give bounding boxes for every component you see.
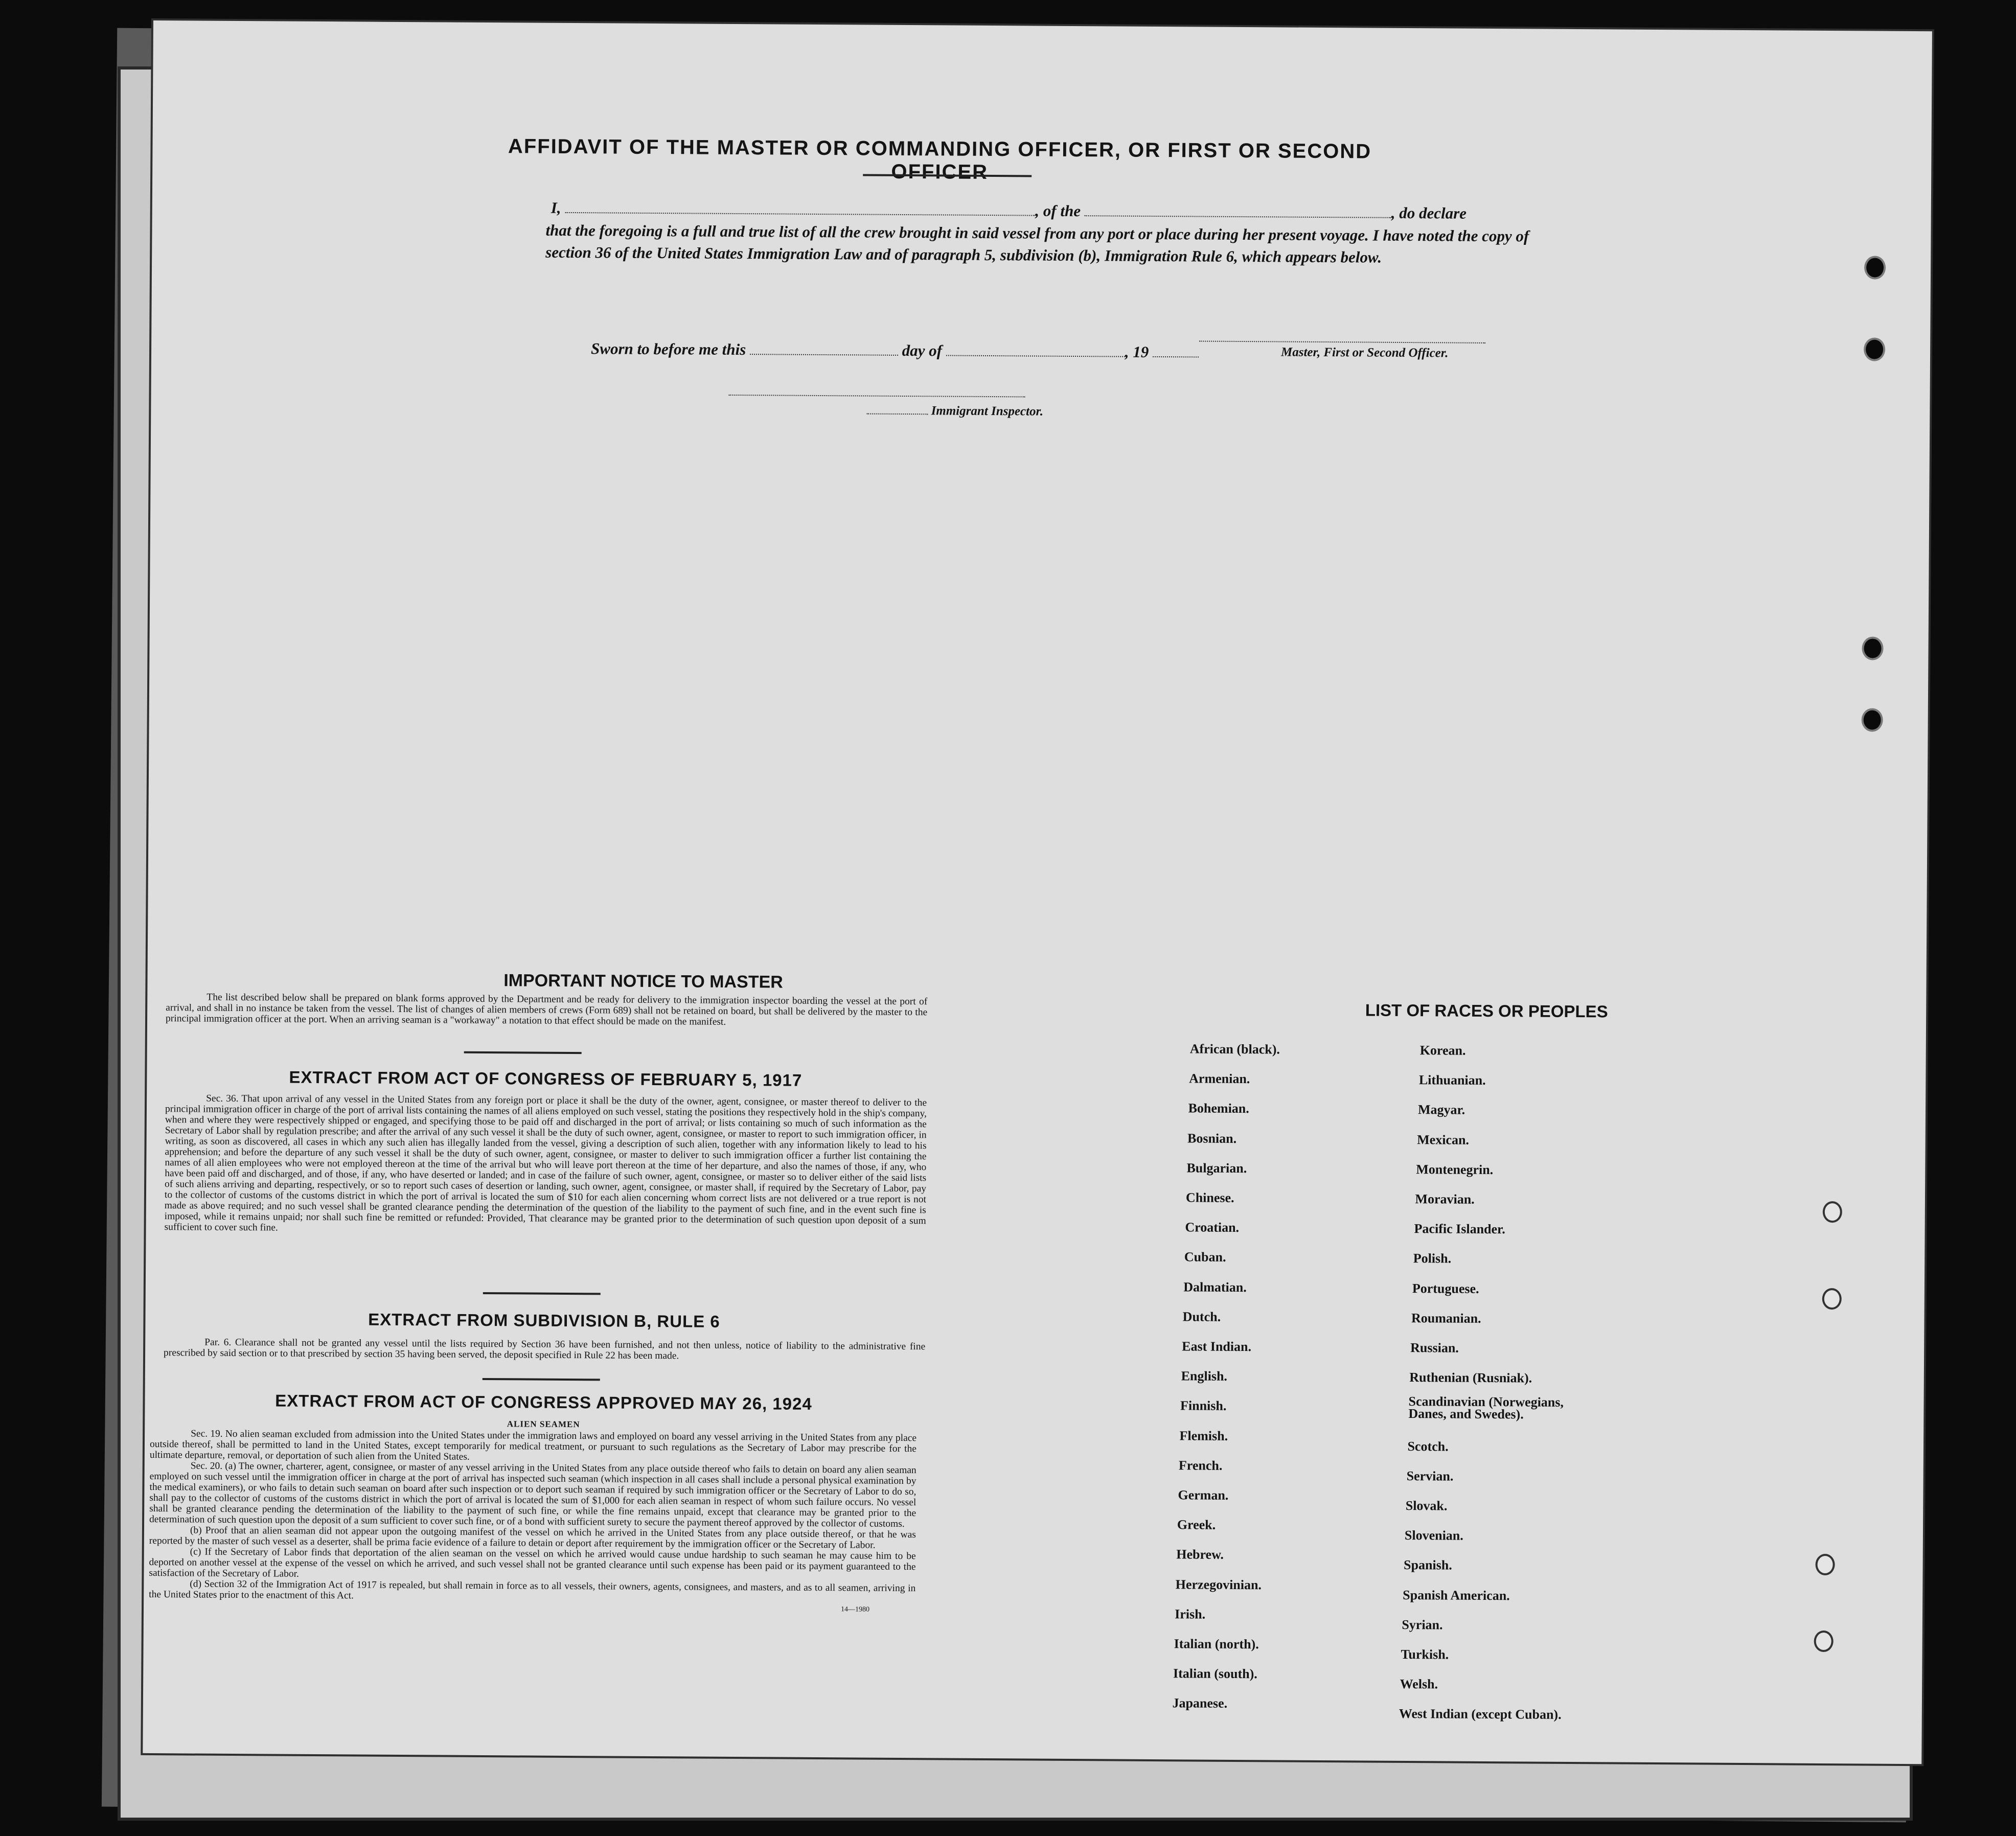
race-item: Greek.: [1177, 1517, 1216, 1532]
extract-rule6-divider: [483, 1378, 600, 1381]
affidavit-title: AFFIDAVIT OF THE MASTER OR COMMANDING OFFICER, OR FIRST OR SECOND OFFICER: [508, 135, 1372, 183]
race-item: Syrian.: [1402, 1617, 1443, 1633]
race-item: Slovak.: [1405, 1498, 1448, 1513]
race-item: Italian (south).: [1173, 1666, 1257, 1682]
binder-hole-icon: [1864, 337, 1885, 361]
year-text: , 19: [1125, 342, 1149, 361]
vessel-field[interactable]: [1085, 215, 1391, 218]
race-item: Moravian.: [1415, 1191, 1475, 1207]
race-item: Cuban.: [1184, 1249, 1226, 1265]
master-signature-label: Master, First or Second Officer.: [1280, 345, 1449, 360]
binder-hole-icon: [1862, 708, 1883, 731]
race-item: Ruthenian (Rusniak).: [1409, 1370, 1532, 1386]
extract-1924-title: EXTRACT FROM ACT OF CONGRESS APPROVED MAY 26, 1924: [275, 1391, 812, 1413]
race-item: Turkish.: [1401, 1646, 1449, 1662]
notice-title: IMPORTANT NOTICE TO MASTER: [503, 971, 783, 992]
sworn-day-field[interactable]: [750, 354, 898, 356]
race-item: Hebrew.: [1176, 1547, 1224, 1563]
race-item: Flemish.: [1179, 1428, 1228, 1443]
sworn-year-field[interactable]: [1153, 356, 1199, 358]
sec20c-text: (c) If the Secretary of Labor finds that deportation of the alien seaman on the vessel on which he arrived would cause undue hardship to such seaman he may cause him to be deported on another vessel at the expense of the vessel on which he arrived, and such vessel shall not be granted clearance until such expense has been paid or its payment guaranteed to the satisfaction of the Secretary of Labor.: [149, 1546, 916, 1579]
form-number: 14—1980: [840, 1605, 870, 1614]
race-item: Magyar.: [1417, 1102, 1465, 1118]
inspector-signature-label: [866, 404, 1086, 420]
affidavit-declare: , do declare: [1391, 203, 1467, 222]
race-item: Russian.: [1410, 1340, 1459, 1356]
race-item: Spanish.: [1403, 1557, 1452, 1573]
race-item: Scandinavian (Norwegians, Danes, and Swedes).: [1408, 1394, 1564, 1422]
race-item: Mexican.: [1417, 1132, 1470, 1148]
race-item: Polish.: [1413, 1251, 1452, 1266]
race-item: African (black).: [1189, 1041, 1280, 1057]
form-page: [143, 20, 1932, 1764]
name-field[interactable]: [565, 212, 1035, 216]
races-left-column: [153, 20, 1932, 31]
extract-1917-title: EXTRACT FROM ACT OF CONGRESS OF FEBRUARY 5, 1917: [289, 1067, 803, 1090]
race-item: Herzegovinian.: [1175, 1576, 1262, 1592]
race-item: Bulgarian.: [1186, 1160, 1247, 1176]
extract-1917-divider: [483, 1292, 601, 1295]
race-item: Armenian.: [1189, 1071, 1250, 1087]
races-title: LIST OF RACES OR PEOPLES: [1365, 1000, 1608, 1021]
binder-hole-icon: [1862, 636, 1883, 660]
race-item: Finnish.: [1180, 1398, 1227, 1414]
notice-text: The list described below shall be prepared on blank forms approved by the Department and be ready for delivery to the immigration inspector boarding the vessel at the port of arrival, and shall in no instance be taken from the vessel. The list of changes of alien members of crews (Form 689) shall not be retained on board, but shall be delivered by the master to the principal immigration officer at the port. When an arriving seaman is a "workaway" a notation to that effect should be made on the manifest.: [166, 992, 928, 1027]
race-item: Irish.: [1175, 1606, 1206, 1622]
race-item: Dutch.: [1182, 1309, 1221, 1324]
inspector-label-text: Immigrant Inspector.: [931, 404, 1044, 419]
notice-divider: [464, 1051, 582, 1054]
race-item: Slovenian.: [1404, 1528, 1463, 1543]
binder-ring-icon: [1822, 1288, 1842, 1310]
affidavit-body: that the foregoing is a full and true list of all the crew brought in said vessel from any port or place during her present voyage. I have noted the copy of section 36 of the United States Immigration Law and of paragraph 5, subdivision (b), Immigration Rule 6, which appears below.: [545, 221, 1529, 266]
race-item: Montenegrin.: [1416, 1161, 1494, 1177]
sec20d-text: (d) Section 32 of the Immigration Act of 1917 is repealed, but shall remain in force as to all vessels, their owners, agents, consignees, and masters, and as to all seamen, arriving in the United States prior to the enactment of this Act.: [149, 1578, 916, 1601]
race-item: Lithuanian.: [1418, 1072, 1486, 1088]
race-item: Korean.: [1419, 1043, 1466, 1058]
inspector-signature-field[interactable]: [729, 384, 1025, 398]
race-item: Italian (north).: [1174, 1636, 1259, 1652]
race-item: Bohemian.: [1188, 1100, 1249, 1116]
race-item: Chinese.: [1185, 1190, 1234, 1205]
inspector-signature-block: [728, 384, 1086, 419]
race-item: East Indian.: [1182, 1339, 1252, 1355]
race-item: Scotch.: [1407, 1438, 1449, 1454]
sec20a-text: Sec. 20. (a) The owner, charterer, agent, consignee, or master of any vessel arriving in the United States from any place outside thereof who fails to detain on board any alien seaman employed on such vessel until the immigration officer in charge at the port of arrival has inspected such seaman (which inspection in all cases shall include a personal physical examination by the medical examiners), or who fails to detain such seaman on board after such inspection or to deport such seaman if required by such immigration officer or the Secretary of Labor to do so, shall pay to the collector of customs of the customs district in which the port of arrival is located the sum of $1,000 for each alien seaman in respect of whom such failure occurs. No vessel shall be granted clearance pending the determination of the liability to the payment of such fine, or while the fine remains unpaid, except that clearance may be granted prior to the determination of such question upon the deposit of a sum sufficient to cover such fine, or of a bond with sufficient surety to secure the payment thereof approved by the collector of customs.: [149, 1460, 917, 1530]
race-item: Croatian.: [1185, 1220, 1240, 1235]
race-item: Portuguese.: [1412, 1280, 1479, 1296]
binder-ring-icon: [1815, 1554, 1835, 1575]
sec20b-text: (b) Proof that an alien seaman did not appear upon the outgoing manifest of the vessel on which he arrived in the United States from any place outside thereof, or that he was reported by the master of such vessel as a deserter, shall be prima facie evidence of a failure to detain or deport after requirement by the immigration officer or the Secretary of Labor.: [149, 1525, 916, 1551]
race-item: English.: [1181, 1368, 1228, 1384]
race-item: Pacific Islander.: [1414, 1221, 1505, 1237]
race-item: French.: [1178, 1458, 1223, 1473]
race-item: Japanese.: [1172, 1695, 1228, 1711]
races-right-column: [153, 20, 1932, 31]
extract-1924-body: [149, 1428, 917, 1615]
extract-1917-text: Sec. 36. That upon arrival of any vessel in the United States from any foreign port or place it shall be the duty of the owner, agent, consignee, or master thereof to deliver to the principal immigration officer in charge of the port of arrival lists containing the names of all aliens employed on such vessel, stating the positions they respectively hold in the ship's company, when and where they were respectively shipped or engaged, and specifying those to be paid off and discharged in the port of arrival; or lists containing so much of such information as the Secretary of Labor shall by regulation prescribe; and after the arrival of any such vessel it shall be the duty of such owner, agent, consignee, or master to report to such immigration officer, in writing, as soon as discovered, all cases in which any such alien has illegally landed from the vessel, giving a description of such alien, together with any information likely to lead to his apprehension; and before the departure of any such vessel it shall be the duty of such owner, agent, consignee, or master to deliver to such immigration officer a further list containing the names of all alien employees who were not employed thereon at the time of the arrival but who will leave port thereon at the time of her departure, and also the names of those, if any, who have been paid off and discharged, and of those, if any, who have deserted or landed; and in case of the failure of such owner, agent, consignee, or master so to deliver either of the said lists of such aliens arriving and departing, respectively, or so to report such cases of desertion or landing, such owner, agent, consignee, or master shall, if required by the Secretary of Labor, pay to the collector of customs of the customs district in which the port of arrival is located the sum of $10 for each alien concerning whom correct lists are not delivered or a true report is not made as above required; and no such vessel shall be granted clearance pending the determination of the question of the liability to the payment of such fine, and in the event such fine is imposed, while it remains unpaid; nor shall such fine be remitted or refunded: Provided, That clearance may be granted prior to the determination of such question upon deposit of a sum sufficient to cover such fine.: [164, 1093, 927, 1233]
extract-rule6-title: EXTRACT FROM SUBDIVISION B, RULE 6: [368, 1310, 720, 1331]
sworn-line: [591, 337, 1307, 364]
extract-rule6-text: Par. 6. Clearance shall not be granted any vessel until the lists required by Section 36 have been furnished, and not then unless, notice of liability to the administrative fine prescribed by said section or to that prescribed by section 35 having been served, the deposit specified in Rule 22 has been made.: [164, 1337, 926, 1362]
race-item: Welsh.: [1400, 1677, 1438, 1692]
race-item: Spanish American.: [1403, 1587, 1510, 1603]
binder-hole-icon: [1864, 256, 1886, 279]
sworn-month-field[interactable]: [946, 355, 1125, 357]
binder-ring-icon: [1823, 1201, 1842, 1223]
race-item: Servian.: [1406, 1468, 1454, 1484]
sworn-text: Sworn to before me this: [590, 339, 746, 359]
affidavit-i: I,: [551, 198, 561, 217]
sec19-text: Sec. 19. No alien seaman excluded from admission into the United States under the immigration laws and employed on board any vessel arriving in the United States from any place outside thereof, shall be permitted to land in the United States, except temporarily for medical treatment, or pursuant to such regulations as the Secretary of Labor may prescribe for the ultimate departure, removal, or deportation of such alien from the United States.: [149, 1428, 917, 1462]
binder-ring-icon: [1814, 1631, 1834, 1652]
race-item: German.: [1178, 1487, 1229, 1503]
race-item: Roumanian.: [1411, 1310, 1481, 1326]
extract-1924-subtitle: ALIEN SEAMEN: [507, 1419, 580, 1430]
day-of-text: day of: [902, 341, 943, 360]
race-item: West Indian (except Cuban).: [1399, 1706, 1562, 1723]
race-item: Bosnian.: [1187, 1130, 1237, 1146]
race-item: Dalmatian.: [1183, 1279, 1247, 1295]
affidavit-of-the: , of the: [1035, 201, 1081, 220]
